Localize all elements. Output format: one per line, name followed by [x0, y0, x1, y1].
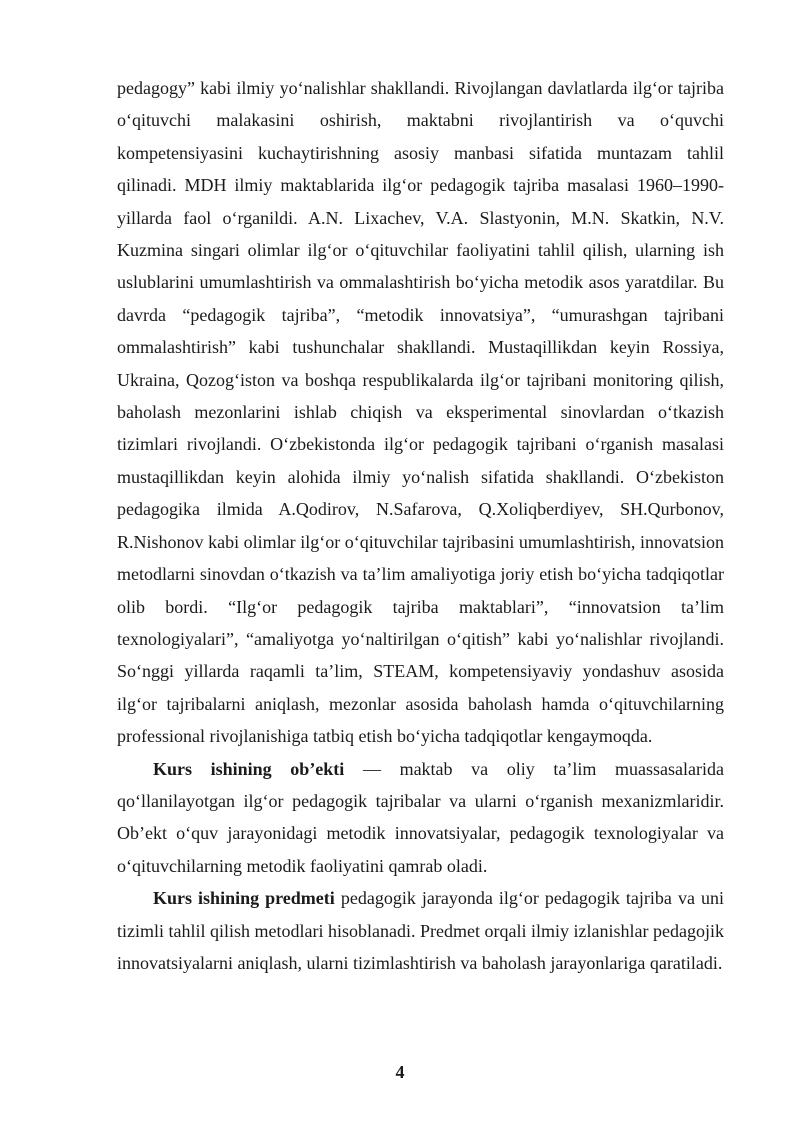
subject-term: Kurs ishining predmeti	[153, 888, 335, 909]
subject-text: pedagogik jarayonda ilg‘or pedagogik tajriba va uni tizimli tahlil qilish metodlari hisoblanadi. Predmet orqali ilmiy izlanishlar pedagojik innovatsiyalarni aniqlash, ularni tizimlashtirish va baholash jarayonlariga qaratiladi.	[117, 888, 724, 973]
paragraph-continuation: pedagogy” kabi ilmiy yo‘nalishlar shakllandi. Rivojlangan davlatlarda ilg‘or tajriba o‘qituvchi malakasini oshirish, maktabni rivojlantirish va o‘quvchi kompetensiyasini kuchaytirishning asosiy manbasi sifatida muntazam tahlil qilinadi. MDH ilmiy maktablarida ilg‘or pedagogik tajriba masalasi 1960–1990-yillarda faol o‘rganildi. A.N. Lixachev, V.A. Slastyonin, M.N. Skatkin, N.V. Kuzmina singari olimlar ilg‘or o‘qituvchilar faoliyatini tahlil qilish, ularning ish uslublarini umumlashtirish va ommalashtirish bo‘yicha metodik asos yaratdilar. Bu davrda “pedagogik tajriba”, “metodik innovatsiya”, “umurashgan tajribani ommalashtirish” kabi tushunchalar shakllandi. Mustaqillikdan keyin Rossiya, Ukraina, Qozog‘iston va boshqa respublikalarda ilg‘or tajribani monitoring qilish, baholash mezonlarini ishlab chiqish va eksperimental sinovlardan o‘tkazish tizimlari rivojlandi. O‘zbekistonda ilg‘or pedagogik tajribani o‘rganish masalasi mustaqillikdan keyin alohida ilmiy yo‘nalish sifatida shakllandi. O‘zbekiston pedagogika ilmida A.Qodirov, N.Safarova, Q.Xoliqberdiyev, SH.Qurbonov, R.Nishonov kabi olimlar ilg‘or o‘qituvchilar tajribasini umumlashtirish, innovatsion metodlarni sinovdan o‘tkazish va ta’lim amaliyotiga joriy etish bo‘yicha tadqiqotlar olib bordi. “Ilg‘or pedagogik tajriba maktablari”, “innovatsion ta’lim texnologiyalari”, “amaliyotga yo‘naltirilgan o‘qitish” kabi yo‘nalishlar rivojlandi. So‘nggi yillarda raqamli ta’lim, STEAM, kompetensiyaviy yondashuv asosida ilg‘or tajribalarni aniqlash, mezonlar asosida baholash hamda o‘qituvchilarning professional rivojlanishiga tatbiq etish bo‘yicha tadqiqotlar kengaymoqda.	[117, 78, 724, 747]
object-term: Kurs ishining ob’ekti	[153, 758, 345, 779]
paragraph-object	[117, 753, 724, 883]
paragraph-subject	[117, 882, 724, 979]
body-text	[117, 72, 724, 979]
page-number: 4	[395, 1062, 405, 1082]
object-text: — maktab va oliy ta’lim muassasalarida qo‘llanilayotgan ilg‘or pedagogik tajribalar va ularni o‘rganish mexanizmlaridir. Ob’ekt o‘quv jarayonidagi metodik innovatsiyalar, pedagogik texnologiyalar va o‘qituvchilarning metodik faoliyatini qamrab oladi.	[117, 758, 725, 876]
